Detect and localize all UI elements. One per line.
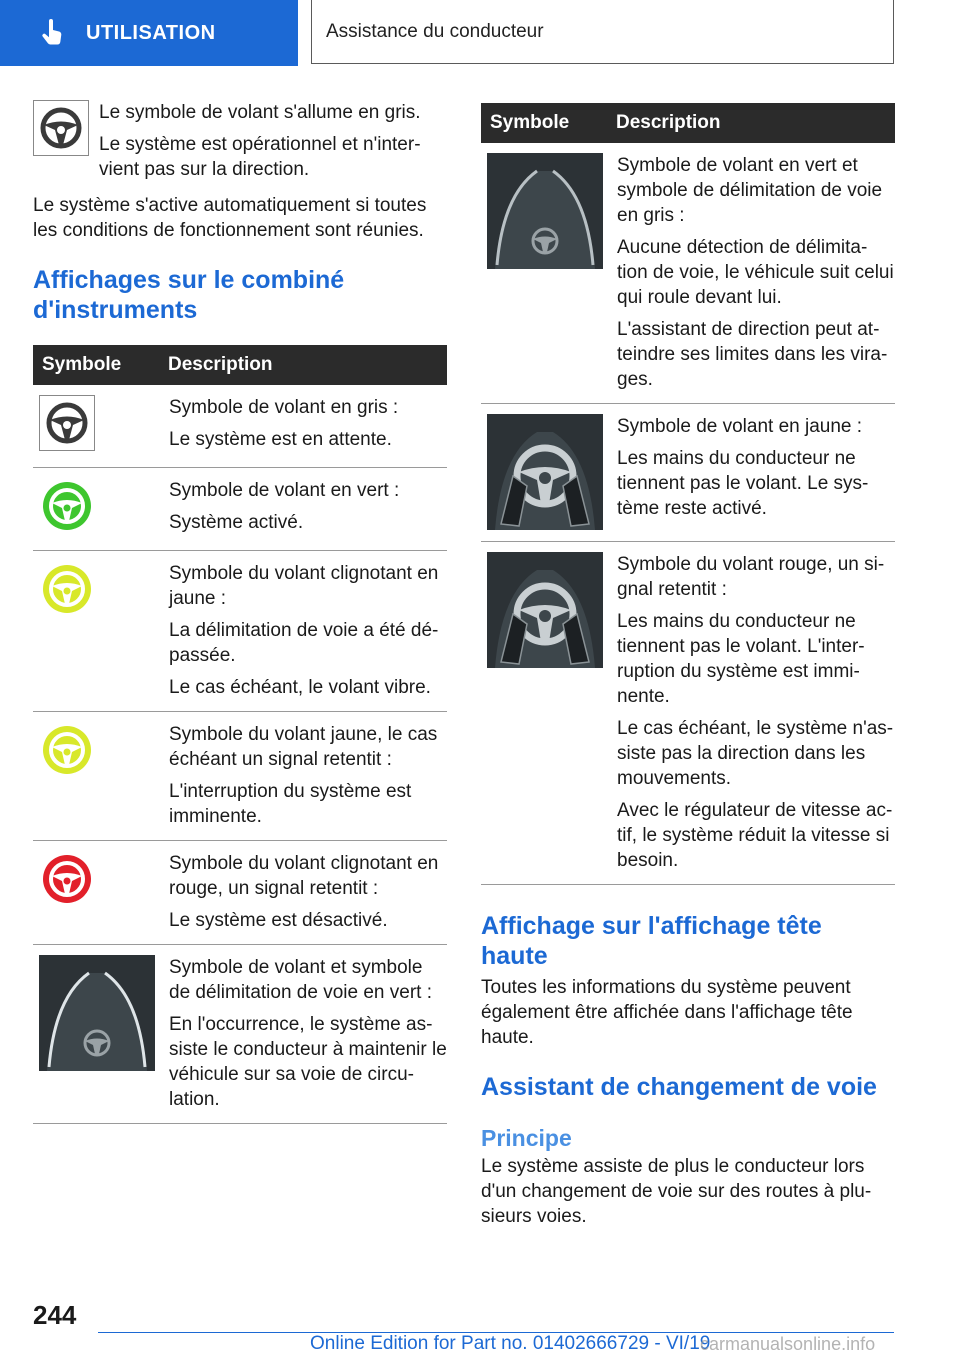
row-line: Symbole de volant en vert : xyxy=(169,480,400,501)
auto-activation-paragraph: Le système s'active automatiquement si toutes les conditions de fonctionnement sont réunies. xyxy=(33,195,427,241)
intro-text xyxy=(99,100,447,189)
lane-change-heading: Assistant de changement de voie xyxy=(481,1073,877,1101)
hands-off-yellow-icon xyxy=(487,414,603,530)
edition-text: Online Edition for Part no. 01402666729 - VI/19 xyxy=(310,1333,711,1354)
lane-display-green-icon xyxy=(39,955,155,1071)
row-line: La délimitation de voie a été dé-passée. xyxy=(169,620,439,666)
steering-wheel-green-icon xyxy=(39,478,95,534)
row-line: L'assistant de direction peut at-teindre ses limites dans les vira-ges. xyxy=(617,319,888,390)
intro-line-1: Le symbole de volant s'allume en gris. xyxy=(99,102,421,123)
section-title: UTILISATION xyxy=(86,21,216,44)
table-row xyxy=(33,385,447,468)
steering-wheel-yellow-blinking-icon xyxy=(39,561,95,617)
row-line: Symbole de volant en gris : xyxy=(169,397,399,418)
chapter-title-box xyxy=(311,0,894,64)
row-line: Symbole du volant jaune, le cas échéant un signal retentit : xyxy=(169,724,438,770)
row-line: Aucune détection de délimita-tion de voie, le véhicule suit celui qui roule devant lui. xyxy=(617,237,894,308)
section-tab xyxy=(0,0,298,66)
row-line: Les mains du conducteur ne tiennent pas le volant. L'inter-ruption du système est immi-nente. xyxy=(617,611,865,707)
row-line: Le cas échéant, le système n'as-siste pas la direction dans les mouvements. xyxy=(617,718,894,789)
row-line: Symbole de volant en jaune : xyxy=(617,416,863,437)
hud-heading: Affichage sur l'affichage tête haute xyxy=(481,912,822,970)
row-line: Le système est en attente. xyxy=(169,429,392,450)
table-row xyxy=(33,712,447,841)
table-row xyxy=(481,542,895,885)
lane-display-green-gray-icon xyxy=(487,153,603,269)
table-header-row xyxy=(33,345,447,385)
column-header-symbol: Symbole xyxy=(33,345,163,385)
hands-off-red-icon xyxy=(487,552,603,668)
steering-wheel-red-icon xyxy=(39,851,95,907)
table-header-row xyxy=(481,103,895,143)
row-line: En l'occurrence, le système as-siste le conducteur à maintenir le véhicule sur sa voie de circu-lation. xyxy=(169,1014,447,1110)
table-row xyxy=(33,468,447,551)
table-row xyxy=(33,841,447,945)
page-number: 244 xyxy=(33,1300,77,1330)
column-header-symbol: Symbole xyxy=(481,103,611,143)
intro-line-2: Le système est opérationnel et n'inter-vient pas sur la direction. xyxy=(99,134,421,180)
row-line: Les mains du conducteur ne tiennent pas le volant. Le sys-tème reste activé. xyxy=(617,448,869,519)
column-header-description: Description xyxy=(163,345,447,385)
row-line: Le système est désactivé. xyxy=(169,910,388,931)
row-line: Symbole du volant clignotant en rouge, un signal retentit : xyxy=(169,853,439,899)
hud-paragraph: Toutes les informations du système peuvent également être affichée dans l'affichage tête haute. xyxy=(481,977,853,1048)
row-line: L'interruption du système est imminente. xyxy=(169,781,412,827)
steering-wheel-gray-icon xyxy=(33,100,89,156)
row-line: Système activé. xyxy=(169,512,304,533)
row-line: Symbole du volant clignotant en jaune : xyxy=(169,563,439,609)
row-line: Symbole du volant rouge, un si-gnal retentit : xyxy=(617,554,885,600)
table-row xyxy=(33,945,447,1124)
steering-wheel-yellow-icon xyxy=(39,722,95,778)
table-row xyxy=(481,404,895,542)
table-row xyxy=(481,143,895,404)
left-column xyxy=(33,100,447,1124)
principle-heading: Principe xyxy=(481,1125,572,1151)
column-header-description: Description xyxy=(611,103,895,143)
chapter-title: Assistance du conducteur xyxy=(326,20,544,42)
row-line: Symbole de volant en vert et symbole de délimitation de voie en gris : xyxy=(617,155,883,226)
instrument-cluster-table xyxy=(33,345,447,1124)
right-column xyxy=(481,103,895,1229)
hand-pointer-icon xyxy=(38,18,68,48)
instrument-cluster-heading: Affichages sur le combiné d'instruments xyxy=(33,266,345,324)
watermark: carmanualsonline.info xyxy=(700,1334,876,1354)
lane-assist-table xyxy=(481,103,895,885)
steering-wheel-gray-icon xyxy=(39,395,95,451)
row-line: Symbole de volant et symbole de délimitation de voie en vert : xyxy=(169,957,432,1003)
table-row xyxy=(33,551,447,712)
intro-block xyxy=(33,100,447,189)
principle-paragraph: Le système assiste de plus le conducteur lors d'un changement de voie sur des routes à plu-sieurs voies. xyxy=(481,1156,872,1227)
row-line: Avec le régulateur de vitesse ac-tif, le système réduit la vitesse si besoin. xyxy=(617,800,893,871)
row-line: Le cas échéant, le volant vibre. xyxy=(169,677,431,698)
